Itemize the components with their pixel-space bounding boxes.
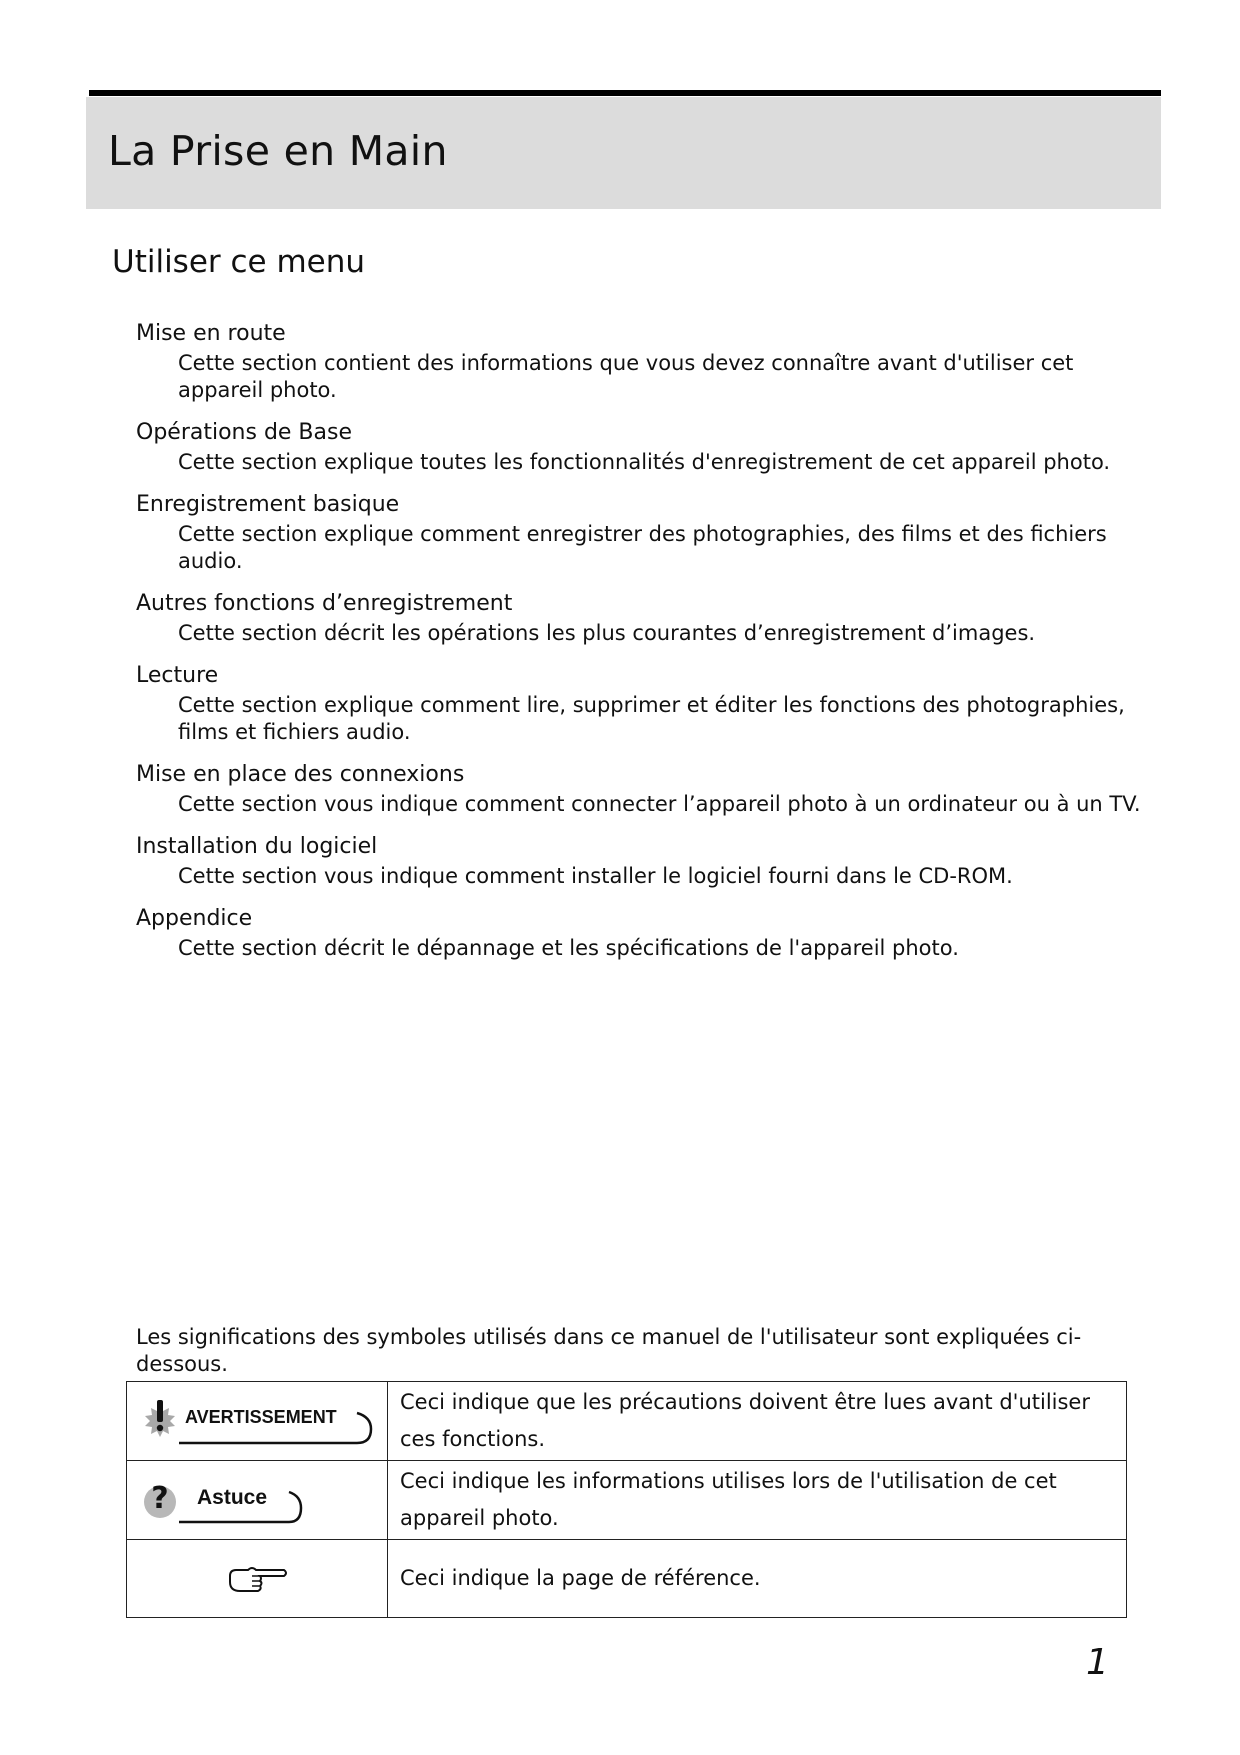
entry-description: Cette section décrit les opérations les plus courantes d’enregistrement d’images. (178, 621, 1036, 645)
tip-description: Ceci indique les informations utilises lors de l'utilisation de cet appareil photo. (388, 1461, 1127, 1540)
entry-title: Autres fonctions d’enregistrement (136, 591, 513, 616)
menu-entry (136, 588, 1146, 647)
entry-description: Cette section vous indique comment installer le logiciel fourni dans le CD-ROM. (178, 864, 1013, 888)
symbols-table (126, 1381, 1127, 1618)
header-band (86, 97, 1161, 209)
warning-label: AVERTISSEMENT (185, 1406, 337, 1427)
tip-icon (141, 1478, 179, 1522)
symbols-intro: Les significations des symboles utilisés dans ce manuel de l'utilisateur sont expliquées ci-dessous. (136, 1325, 1082, 1376)
symbol-cell (127, 1461, 388, 1540)
menu-entry (136, 489, 1146, 575)
menu-entry (136, 831, 1146, 890)
warning-icon (141, 1399, 179, 1443)
menu-entry (136, 417, 1146, 476)
page-title: La Prise en Main (108, 127, 448, 175)
header-rule (89, 90, 1161, 96)
menu-entry (136, 759, 1146, 818)
menu-entry (136, 903, 1146, 962)
entry-description: Cette section vous indique comment connecter l’appareil photo à un ordinateur ou à un TV. (178, 792, 1141, 816)
entry-title: Mise en route (136, 321, 286, 346)
symbol-cell (127, 1382, 388, 1461)
entry-description: Cette section explique toutes les fonctionnalités d'enregistrement de cet appareil photo. (178, 450, 1111, 474)
page-number: 1 (1086, 1642, 1109, 1683)
tip-symbol (127, 1464, 387, 1537)
entry-title: Lecture (136, 663, 219, 688)
entry-title: Mise en place des connexions (136, 762, 465, 787)
entry-description: Cette section décrit le dépannage et les spécifications de l'appareil photo. (178, 936, 959, 960)
tip-label: Astuce (197, 1485, 268, 1509)
menu-entries (136, 318, 1146, 975)
svg-text:?: ? (151, 1480, 169, 1516)
symbol-cell (127, 1540, 388, 1618)
section-title: Utiliser ce menu (112, 244, 366, 280)
entry-title: Installation du logiciel (136, 834, 378, 859)
reference-description: Ceci indique la page de référence. (388, 1540, 1127, 1618)
menu-entry (136, 660, 1146, 746)
entry-description: Cette section contient des informations que vous devez connaître avant d'utiliser cet appareil photo. (178, 351, 1074, 402)
pointing-hand-icon (226, 1562, 288, 1596)
table-row (127, 1461, 1127, 1540)
menu-entry (136, 318, 1146, 404)
warning-description: Ceci indique que les précautions doivent être lues avant d'utiliser ces fonctions. (388, 1382, 1127, 1461)
table-row (127, 1382, 1127, 1461)
entry-title: Appendice (136, 906, 253, 931)
entry-description: Cette section explique comment lire, supprimer et éditer les fonctions des photographies, films et fichiers audio. (178, 693, 1125, 744)
table-row (127, 1540, 1127, 1618)
entry-title: Enregistrement basique (136, 492, 400, 517)
entry-description: Cette section explique comment enregistrer des photographies, des films et des fichiers audio. (178, 522, 1107, 573)
warning-symbol (127, 1385, 387, 1458)
entry-title: Opérations de Base (136, 420, 353, 445)
